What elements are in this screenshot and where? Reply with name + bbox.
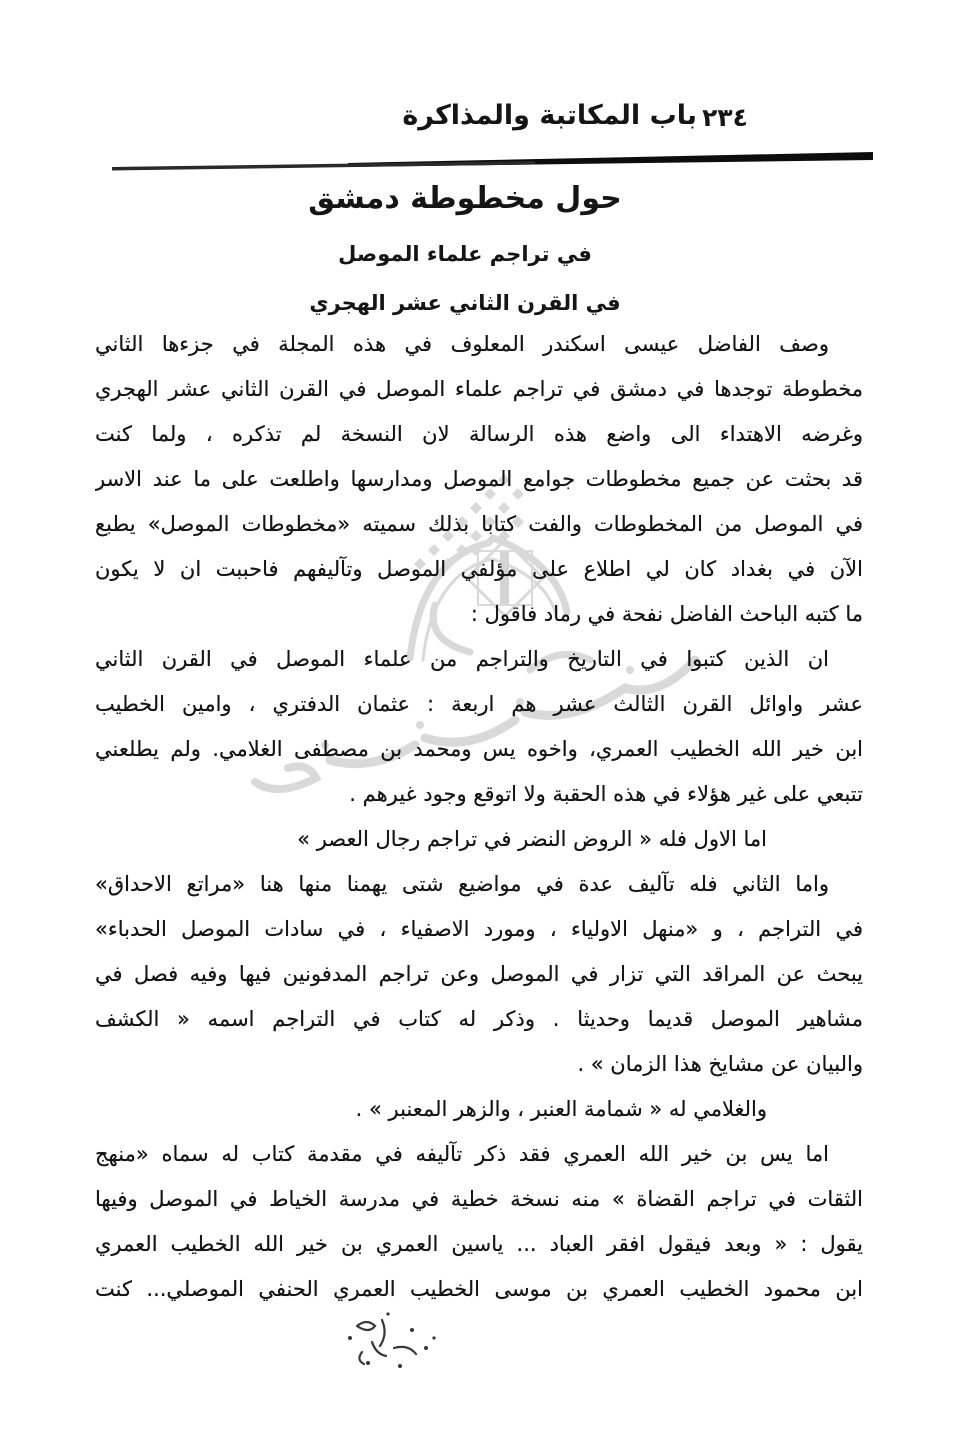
ink-smudge: [342, 1308, 452, 1380]
page-subtitle-1: في تراجم علماء الموصل: [338, 242, 592, 266]
text-line: اما الاول فله « الروض النضر في تراجم رجال العصر »: [297, 827, 767, 851]
text-line: والبيان عن مشايخ هذا الزمان » .: [577, 1052, 863, 1076]
text-line: يبحث عن المراقد التي تزار في الموصل وعن تراجم المدفونين فيها وفيه فصل في: [95, 962, 863, 986]
text-line: قد بحثت عن جميع مخطوطات جوامع الموصل ومدارسها واطلعت على ما عند الاسر: [95, 467, 863, 491]
text-line: وغرضه الاهتداء الى واضع هذه الرسالة لان النسخة لم تذكره ، ولما كنت: [95, 422, 863, 446]
text-line: وصف الفاضل عيسى اسكندر المعلوف في هذه المجلة في جزءها الثاني: [95, 332, 829, 356]
text-line: واما الثاني فله تآليف عدة في مواضيع شتى يهمنا منها هنا «مراتع الاحداق»: [95, 872, 829, 896]
text-line: ما كتبه الباحث الفاضل نفحة في رماد فاقول :: [470, 602, 863, 626]
page-title: حول مخطوطة دمشق: [308, 181, 622, 216]
text-line: الثقات في تراجم القضاة » منه نسخة خطية في مدرسة الخياط في الموصل وفيها: [95, 1187, 863, 1211]
text-line: في التراجم ، و «منهل الاولياء ، ومورد الاصفياء ، في سادات الموصل الحدباء»: [95, 917, 863, 941]
text-line: والغلامي له « شمامة العنبر ، والزهر المعنبر » .: [355, 1097, 767, 1121]
text-line: مشاهير الموصل قديما وحديثا . وذكر له كتاب في التراجم اسمه « الكشف: [95, 1007, 863, 1031]
page-subtitle-2: في القرن الثاني عشر الهجري: [309, 291, 621, 315]
body-text: [95, 322, 863, 1312]
chapter-running-title: باب المكاتبة والمذاكرة: [402, 100, 697, 131]
text-line: مخطوطة توجدها في دمشق في تراجم علماء الموصل في القرن الثاني عشر الهجري: [95, 377, 863, 401]
text-line: يقول : « وبعد فيقول افقر العباد ... ياسين العمري بن خير الله الخطيب العمري: [95, 1232, 863, 1256]
header-rule: [105, 149, 880, 175]
page-number: ٢٣٤: [702, 103, 748, 132]
text-line: في الموصل من المخطوطات والفت كتابا بذلك سميته «مخطوطات الموصل» يطبع: [95, 512, 863, 536]
text-line: اما يس بن خير الله العمري فقد ذكر تآليفه في مقدمة كتاب له سماه «منهج: [95, 1142, 829, 1166]
text-line: الآن في بغداد كان لي اطلاع على مؤلفي الموصل وتآليفهم فاحببت ان لا يكون: [95, 557, 863, 581]
text-line: ان الذين كتبوا في التاريخ والتراجم من علماء الموصل في القرن الثاني: [95, 647, 829, 671]
text-line: تتبعي على غير هؤلاء في هذه الحقبة ولا اتوقع وجود غيرهم .: [349, 782, 863, 806]
text-line: عشر واوائل القرن الثالث عشر هم اربعة : عثمان الدفتري ، وامين الخطيب: [95, 692, 863, 716]
text-line: ابن محمود الخطيب العمري بن موسى الخطيب العمري الحنفي الموصلي... كنت: [95, 1277, 863, 1301]
text-line: ابن خير الله الخطيب العمري، واخوه يس ومحمد بن مصطفى الغلامي. ولم يطلعني: [95, 737, 863, 761]
